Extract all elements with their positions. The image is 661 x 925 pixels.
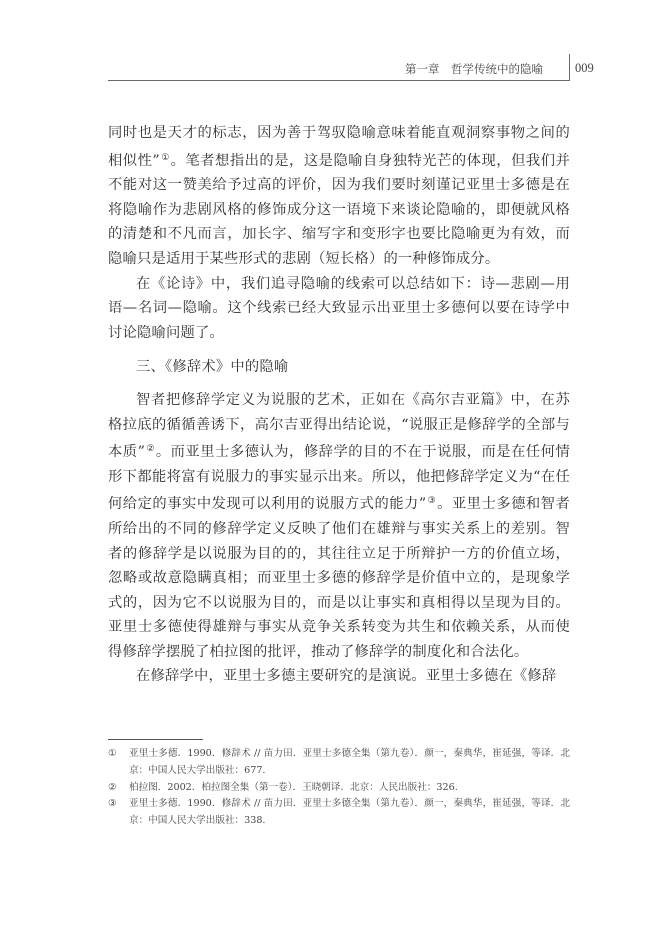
footnote-mark: ①: [108, 748, 117, 759]
main-text: [108, 121, 570, 689]
running-header-chapter: 第一章 哲学传统中的隐喻: [405, 62, 543, 76]
paragraph-3-text-c: 。亚里士多德和智者所给出的不同的修辞学定义反映了他们在雄辩与事实关系上的差别。智者的修辞学是以说服为目的的，其往往立足于所辩护一方的价值立场，忽略或故意隐瞒真相；而亚里士多德的修辞学是价值中立的，是现象学式的，因为它不以说服为目的，而是以让事实和真相得以呈现为目的。亚里士多德使得雄辩与事实从竞争关系转变为共生和依赖关系，从而使得修辞学摆脱了柏拉图的批评，推动了修辞学的制度化和合法化。: [108, 496, 570, 660]
footnote: [108, 780, 570, 797]
section-heading: 三、《修辞术》中的隐喻: [136, 359, 289, 376]
paragraph-3-text-b: 。而亚里士多德认为，修辞学的目的不在于说服，而是在任何情形下都能将富有说服力的事实显示出来。所以，他把修辞学定义为“在任何给定的事实中发现可以利用的说服方式的能力”: [108, 444, 570, 513]
footnote-text: 柏拉图．2002．柏拉图全集（第一卷）．王晓朝译．北京：人民出版社：326.: [129, 781, 458, 793]
paragraph-4: 在修辞学中，亚里士多德主要研究的是演说。亚里士多德在《修辞: [136, 668, 557, 685]
header-rule: [108, 80, 570, 81]
footnote-text: 亚里士多德．1990．修辞术 // 苗力田．亚里士多德全集（第九卷）．颜一，秦典华，崔延强，等译．北京：中国人民大学出版社：338.: [129, 798, 570, 827]
footnote-ref-3: ③: [427, 496, 437, 507]
footnote-mark: ③: [108, 798, 117, 810]
paragraph-3-text-a: 智者把修辞学定义为说服的艺术，正如在《高尔吉亚篇》中，在苏格拉底的循循善诱下，高尔吉亚得出结论说，“说服正是修辞学的全部与本质”: [108, 391, 570, 461]
paragraph-2: 在《论诗》中，我们追寻隐喻的线索可以总结如下：诗—悲剧—用语—名词—隐喻。这个线索已经大致显示出亚里士多德何以要在诗学中讨论隐喻问题了。: [108, 275, 570, 341]
paragraph-3: [108, 388, 570, 665]
footnote: [108, 796, 570, 830]
header-divider: [569, 54, 570, 80]
footnote-ref-2: ②: [146, 444, 155, 455]
paragraph-1-text-b: 。笔者想指出的是，这是隐喻自身独特光芒的体现，但我们并不能对这一赞美给予过高的评价，因为我们要时刻谨记亚里士多德是在将隐喻作为悲剧风格的修饰成分这一语境下来谈论隐喻的，即便就风格的清楚和不凡而言，加长字、缩写字和变形字也要比隐喻更为有效，而隐喻只是适用于某些形式的悲剧（短长格）的一种修饰成分。: [108, 152, 570, 267]
footnotes: [108, 746, 570, 830]
paragraph-1-text-a: 同时也是天才的标志，因为善于驾驭隐喻意味着能直观洞察事物之间的相似性”: [108, 125, 570, 169]
footnote-text: 亚里士多德．1990．修辞术 // 苗力田．亚里士多德全集（第九卷）．颜一，秦典华，崔延强，等译．北京：中国人民大学出版社：677.: [129, 748, 570, 776]
footnote: [108, 746, 570, 780]
paragraph-1: [108, 121, 570, 272]
page-number: 009: [575, 61, 594, 75]
footnote-separator: [108, 739, 203, 740]
footnote-ref-1: ①: [160, 152, 170, 163]
footnote-mark: ②: [108, 781, 117, 793]
